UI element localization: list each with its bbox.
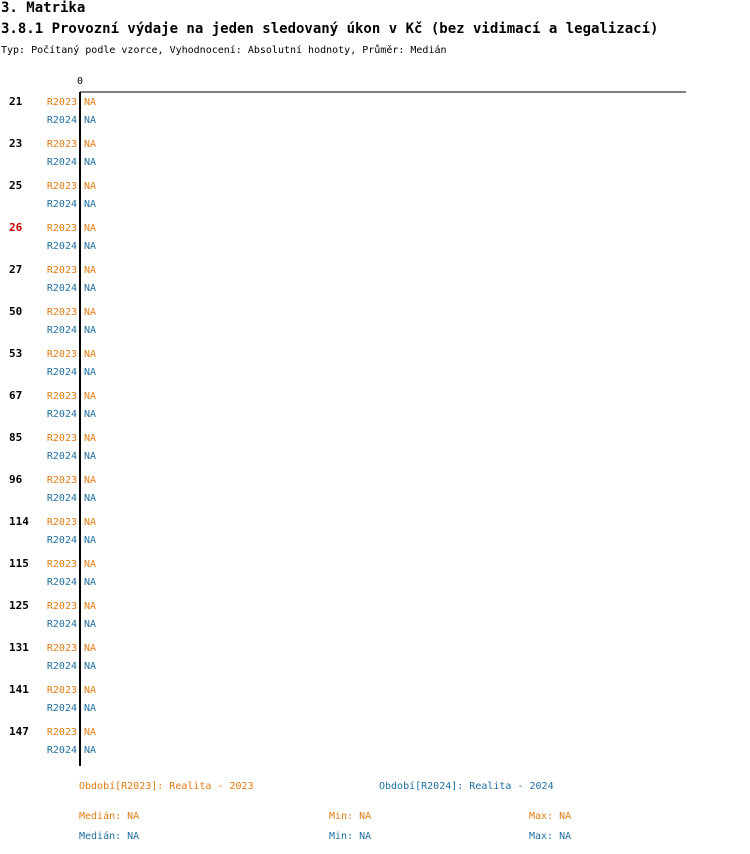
data-label: NA xyxy=(84,643,97,654)
data-label: NA xyxy=(84,223,97,234)
series-label: R2023 xyxy=(46,139,77,150)
category-label: 21 xyxy=(9,95,23,108)
category-label: 50 xyxy=(9,305,23,318)
data-label: NA xyxy=(84,409,97,420)
series-label: R2024 xyxy=(46,367,77,378)
series-label: R2023 xyxy=(46,643,77,654)
series-label: R2023 xyxy=(46,181,77,192)
category-label: 115 xyxy=(9,557,29,570)
series-label: R2023 xyxy=(46,391,77,402)
category-label: 114 xyxy=(9,515,29,528)
series-label: R2023 xyxy=(46,559,77,570)
series-label: R2023 xyxy=(46,307,77,318)
legend-r2024-period: Období[R2024]: Realita - 2024 xyxy=(379,781,554,792)
data-label: NA xyxy=(84,157,97,168)
data-label: NA xyxy=(84,115,97,126)
data-label: NA xyxy=(84,727,97,738)
category-label: 96 xyxy=(9,473,23,486)
data-label: NA xyxy=(84,685,97,696)
series-label: R2024 xyxy=(46,241,77,252)
legend-r2023-median: Medián: NA xyxy=(79,811,140,822)
data-label: NA xyxy=(84,241,97,252)
series-label: R2023 xyxy=(46,223,77,234)
category-label: 147 xyxy=(9,725,29,738)
section-title: 3. Matrika xyxy=(1,0,86,16)
series-label: R2023 xyxy=(46,517,77,528)
legend-r2023-min: Min: NA xyxy=(329,811,372,822)
x-tick-label: 0 xyxy=(76,76,84,87)
data-label: NA xyxy=(84,367,97,378)
data-label: NA xyxy=(84,601,97,612)
category-label: 67 xyxy=(9,389,23,402)
data-label: NA xyxy=(84,199,97,210)
series-label: R2024 xyxy=(46,199,77,210)
series-label: R2023 xyxy=(46,349,77,360)
series-label: R2024 xyxy=(46,745,77,756)
data-label: NA xyxy=(84,493,97,504)
data-label: NA xyxy=(84,283,97,294)
data-label: NA xyxy=(84,577,97,588)
category-label: 53 xyxy=(9,347,23,360)
data-label: NA xyxy=(84,391,97,402)
data-label: NA xyxy=(84,97,97,108)
series-label: R2023 xyxy=(46,265,77,276)
category-label: 26 xyxy=(9,221,23,234)
data-label: NA xyxy=(84,307,97,318)
data-label: NA xyxy=(84,433,97,444)
category-label: 85 xyxy=(9,431,23,444)
series-label: R2023 xyxy=(46,475,77,486)
series-label: R2024 xyxy=(46,283,77,294)
category-label: 27 xyxy=(9,263,23,276)
series-label: R2023 xyxy=(46,727,77,738)
series-label: R2024 xyxy=(46,115,77,126)
data-label: NA xyxy=(84,619,97,630)
data-label: NA xyxy=(84,559,97,570)
category-label: 23 xyxy=(9,137,23,150)
series-label: R2024 xyxy=(46,703,77,714)
series-label: R2024 xyxy=(46,661,77,672)
data-label: NA xyxy=(84,181,97,192)
series-label: R2023 xyxy=(46,685,77,696)
series-label: R2023 xyxy=(46,433,77,444)
data-label: NA xyxy=(84,325,97,336)
data-label: NA xyxy=(84,349,97,360)
category-label: 141 xyxy=(9,683,29,696)
series-label: R2023 xyxy=(46,601,77,612)
data-label: NA xyxy=(84,451,97,462)
series-label: R2024 xyxy=(46,619,77,630)
series-label: R2024 xyxy=(46,325,77,336)
series-label: R2023 xyxy=(46,97,77,108)
legend-r2024-max: Max: NA xyxy=(529,831,572,842)
category-label: 25 xyxy=(9,179,23,192)
series-label: R2024 xyxy=(46,577,77,588)
data-label: NA xyxy=(84,661,97,672)
category-label: 131 xyxy=(9,641,29,654)
data-label: NA xyxy=(84,703,97,714)
legend-r2023-max: Max: NA xyxy=(529,811,572,822)
legend-r2023-period: Období[R2023]: Realita - 2023 xyxy=(79,781,254,792)
chart-subtitle: Typ: Počítaný podle vzorce, Vyhodnocení: Absolutní hodnoty, Průměr: Medián xyxy=(1,45,447,56)
series-label: R2024 xyxy=(46,157,77,168)
data-label: NA xyxy=(84,517,97,528)
series-label: R2024 xyxy=(46,493,77,504)
series-label: R2024 xyxy=(46,409,77,420)
data-label: NA xyxy=(84,265,97,276)
data-label: NA xyxy=(84,139,97,150)
category-label: 125 xyxy=(9,599,29,612)
data-label: NA xyxy=(84,535,97,546)
data-label: NA xyxy=(84,745,97,756)
legend-r2024-min: Min: NA xyxy=(329,831,372,842)
series-label: R2024 xyxy=(46,451,77,462)
data-label: NA xyxy=(84,475,97,486)
chart-title: 3.8.1 Provozní výdaje na jeden sledovaný úkon v Kč (bez vidimací a legalizací) xyxy=(1,21,659,37)
legend-r2024-median: Medián: NA xyxy=(79,831,140,842)
series-label: R2024 xyxy=(46,535,77,546)
